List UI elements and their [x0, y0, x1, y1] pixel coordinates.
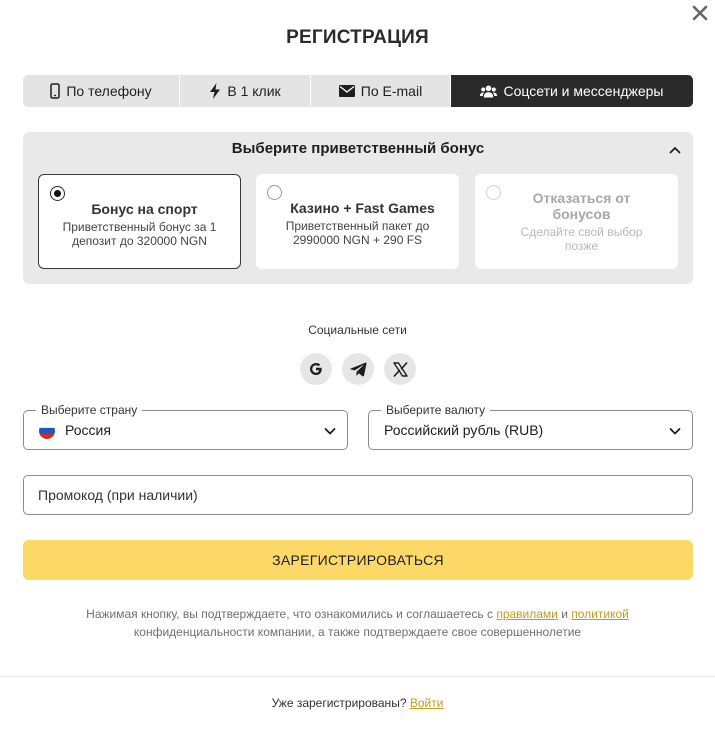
already-registered-text: Уже зарегистрированы? [271, 696, 410, 710]
login-row [0, 696, 715, 710]
tab-social-label: Соцсети и мессенджеры [503, 83, 664, 99]
chevron-down-icon [668, 424, 682, 438]
social-networks-label: Социальные сети [308, 323, 407, 337]
bonus-radio-casino[interactable] [267, 185, 282, 200]
country-select-legend: Выберите страну [36, 403, 142, 417]
tab-phone-label: По телефону [66, 83, 152, 99]
currency-select-legend: Выберите валюту [381, 403, 490, 417]
rules-link[interactable]: правилами [496, 607, 558, 621]
policy-link[interactable]: политикой [571, 607, 629, 621]
flag-stripe [39, 434, 55, 439]
currency-select[interactable] [368, 403, 693, 450]
bonus-radio-sport[interactable] [50, 186, 65, 201]
terms-text-and: и [557, 607, 572, 621]
promo-code-input[interactable] [23, 475, 693, 515]
bonus-card-title: Отказаться от бонусов [532, 190, 631, 222]
bonus-panel-title: Выберите приветственный бонус [231, 140, 485, 157]
tab-email-label: По E-mail [360, 83, 423, 99]
terms-text-part1: Нажимая кнопку, вы подтверждаете, что ознакомились и соглашаетесь с [86, 607, 497, 621]
envelope-icon [339, 85, 355, 97]
tab-social[interactable] [451, 75, 693, 107]
russia-flag-icon [39, 423, 55, 439]
footer-divider [0, 676, 715, 677]
bonus-radio-decline[interactable] [486, 185, 501, 200]
google-login-button[interactable] [300, 353, 332, 385]
tab-one-click[interactable] [180, 75, 311, 107]
bonus-card-description: Приветственный бонус за 1 депозит до 320000 NGN [62, 220, 217, 248]
country-select[interactable] [23, 403, 348, 450]
modal-title: РЕГИСТРАЦИЯ [286, 27, 429, 48]
terms-text [60, 605, 655, 641]
google-icon [308, 361, 324, 377]
bonus-card-title: Казино + Fast Games [290, 200, 435, 216]
bonus-card-description: Сделайте свой выбор позже [520, 225, 643, 253]
registration-tabs [23, 75, 693, 107]
close-icon[interactable] [690, 3, 710, 23]
bonus-panel [23, 132, 693, 284]
bonus-card-decline[interactable] [475, 174, 678, 269]
chevron-down-icon [323, 424, 337, 438]
terms-text-part2: конфиденциальности компании, а также подтверждаете свое совершеннолетие [133, 625, 582, 639]
tab-email[interactable] [311, 75, 451, 107]
tab-one-click-label: В 1 клик [227, 83, 281, 99]
bonus-card-sport[interactable] [38, 174, 241, 269]
tab-phone[interactable] [23, 75, 180, 107]
bonus-card-title: Бонус на спорт [91, 201, 198, 217]
x-login-button[interactable] [384, 353, 416, 385]
lightning-icon [209, 83, 221, 99]
bonus-card-casino[interactable] [256, 174, 459, 269]
telegram-login-button[interactable] [342, 353, 374, 385]
telegram-icon [350, 362, 367, 377]
chevron-up-icon[interactable] [667, 142, 683, 158]
currency-select-value: Российский рубль (RUB) [384, 422, 544, 438]
users-icon [480, 85, 497, 98]
register-button[interactable]: ЗАРЕГИСТРИРОВАТЬСЯ [23, 540, 693, 580]
country-select-value: Россия [65, 422, 111, 438]
bonus-card-description: Приветственный пакет до 2990000 NGN + 290 FS [285, 219, 430, 247]
login-link[interactable]: Войти [409, 696, 444, 710]
x-icon [393, 362, 408, 377]
phone-icon [50, 83, 60, 99]
